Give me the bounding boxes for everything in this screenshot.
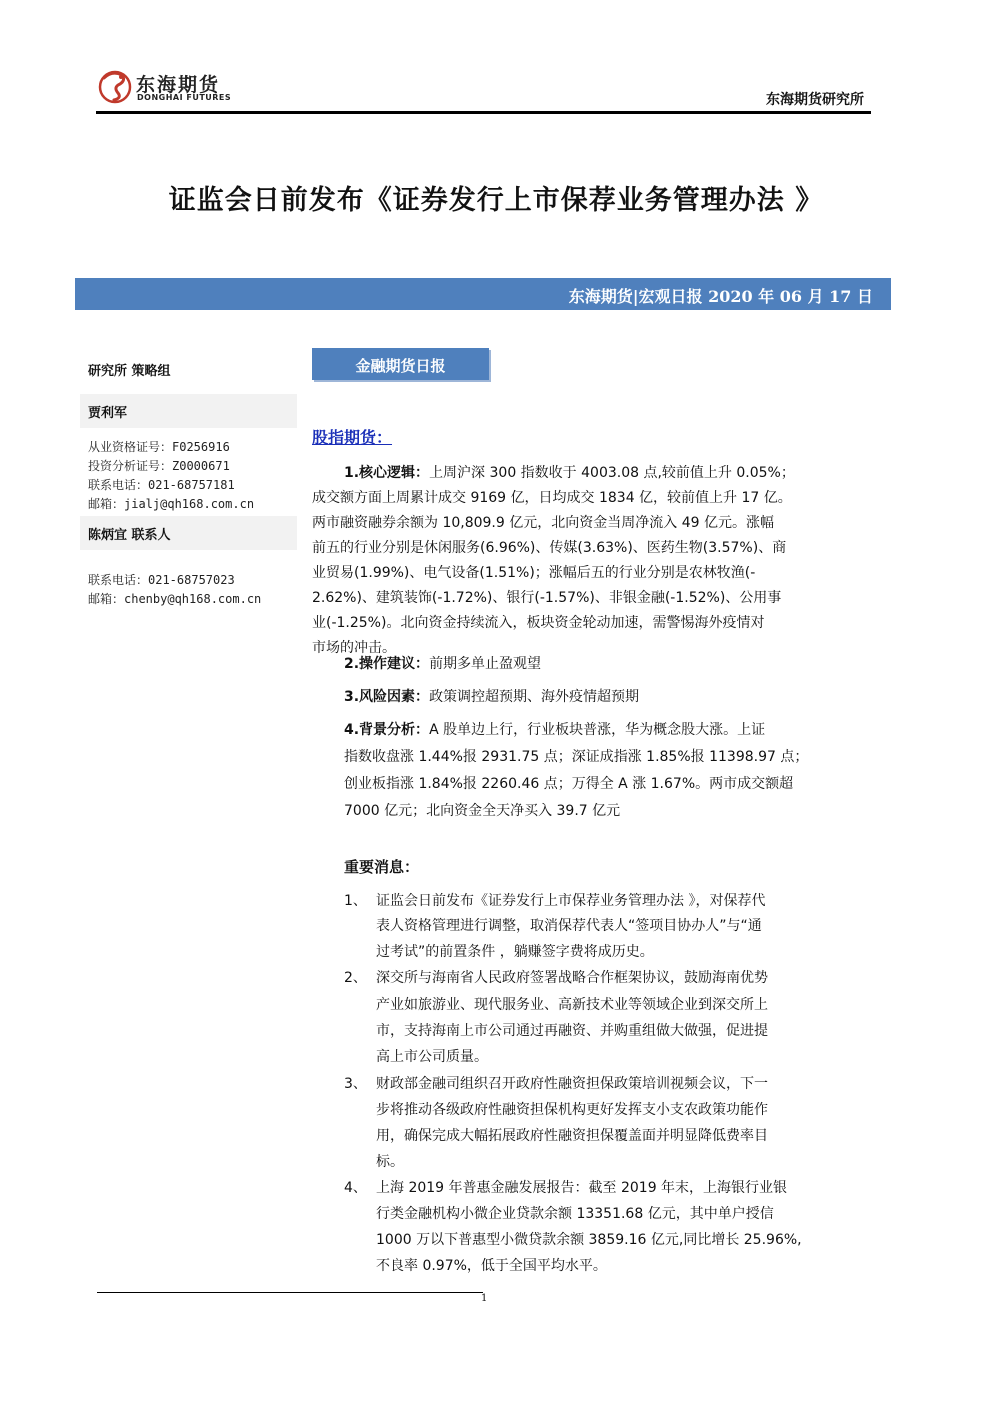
- contact-name-box: [80, 516, 297, 550]
- news-item-line: 上海 2019 年普惠金融发展报告：截至 2019 年末，上海银行业银: [376, 1180, 788, 1196]
- team-label: 研究所 策略组: [88, 364, 171, 379]
- contact-email-link[interactable]: 邮箱：jialj@qh168.com.cn: [88, 497, 255, 511]
- footer-divider: [97, 1292, 483, 1293]
- core-logic-line: 2.62%)、建筑装饰(-1.72%)、银行(-1.57%)、非银金融(-1.52%)、公用事: [312, 590, 782, 606]
- operation-text: 前期多单止盈观望: [429, 656, 542, 672]
- banner-text: 东海期货|宏观日报 2020 年 06 月 17 日: [568, 287, 873, 306]
- news-item-line: 证监会日前发布《证券发行上市保荐业务管理办法 》，对保荐代: [376, 893, 766, 909]
- risk-factors: [344, 686, 639, 706]
- logo-english-text: DONGHAI FUTURES: [137, 93, 232, 102]
- background-analysis-line: 创业板指涨 1.84%报 2260.46 点；万得全 A 涨 1.67%。两市成交额超: [344, 776, 794, 792]
- company-logo: [96, 66, 236, 108]
- core-logic-label: 1.核心逻辑：: [344, 465, 430, 481]
- core-logic-line: 市场的冲击。: [312, 640, 396, 656]
- header-divider: [96, 111, 871, 114]
- background-label: 4.背景分析：: [344, 722, 430, 738]
- core-logic-line: 成交额方面上周累计成交 9169 亿，日均成交 1834 亿，较前值上升 17 亿。: [312, 490, 792, 506]
- news-item-line: 深交所与海南省人民政府签署战略合作框架协议，鼓励海南优势: [376, 970, 768, 986]
- investment-certificate: 投资分析证号：Z0000671: [88, 459, 230, 473]
- news-item-line: 行类金融机构小微企业贷款余额 13351.68 亿元，其中单户授信: [376, 1206, 774, 1222]
- contact-name: 陈炳宜 联系人: [88, 528, 171, 543]
- risk-label: 3.风险因素：: [344, 689, 430, 705]
- operation-label: 2.操作建议：: [344, 656, 430, 672]
- background-text: A 股单边上行，行业板块普涨，华为概念股大涨。上证: [429, 722, 766, 738]
- news-item-line: 不良率 0.97%，低于全国平均水平。: [376, 1258, 607, 1274]
- news-item-line: 1000 万以下普惠型小微贷款余额 3859.16 亿元,同比增长 25.96%,: [376, 1232, 802, 1248]
- news-item-line: 表人资格管理进行调整，取消保荐代表人“签项目协办人”与“通: [376, 918, 762, 934]
- contact-phone: 联系电话：021-68757023: [88, 573, 235, 587]
- dragon-logo-icon: [96, 66, 134, 106]
- analyst-name-box: [80, 394, 297, 428]
- core-logic-line: 业(-1.25%)。北向资金持续流入，板块资金轮动加速，需警惕海外疫情对: [312, 615, 765, 631]
- report-type-tag: [312, 348, 489, 380]
- background-analysis-line: [344, 719, 765, 739]
- core-logic-line: [344, 462, 795, 482]
- section-title-link[interactable]: 股指期货：: [312, 428, 393, 447]
- report-banner: [75, 278, 891, 310]
- operation-advice: [344, 653, 541, 673]
- news-item-number: 1、: [344, 893, 367, 909]
- contact-email-link[interactable]: 邮箱：chenby@qh168.com.cn: [88, 592, 262, 606]
- news-item-line: 用，确保完成大幅拓展政府性融资担保覆盖面并明显降低费率目: [376, 1128, 768, 1144]
- core-logic-line: 前五的行业分别是休闲服务(6.96%)、传媒(3.63%)、医药生物(3.57%)、商: [312, 540, 787, 556]
- news-item-line: 产业如旅游业、现代服务业、高新技术业等领域企业到深交所上: [376, 997, 768, 1013]
- background-analysis-line: 指数收盘涨 1.44%报 2931.75 点；深证成指涨 1.85%报 11398.97 点；: [344, 749, 809, 765]
- core-logic-text: 上周沪深 300 指数收于 4003.08 点,较前值上升 0.05%；: [429, 465, 795, 481]
- news-item-line: 市，支持海南上市公司通过再融资、并购重组做大做强，促进提: [376, 1023, 768, 1039]
- contact-phone: 联系电话：021-68757181: [88, 478, 235, 492]
- news-item-line: 标。: [376, 1154, 404, 1170]
- news-item-line: 过考试”的前置条件 ，躺赚签字费将成历史。: [376, 944, 654, 960]
- core-logic-line: 业贸易(1.99%)、电气设备(1.51%)；涨幅后五的行业分别是农林牧渔(-: [312, 565, 756, 581]
- document-title: 证监会日前发布《证券发行上市保荐业务管理办法 》: [168, 185, 824, 216]
- news-item-line: 高上市公司质量。: [376, 1049, 488, 1065]
- news-heading: 重要消息：: [344, 858, 420, 876]
- risk-text: 政策调控超预期、海外疫情超预期: [429, 689, 640, 705]
- background-analysis-line: 7000 亿元；北向资金全天净买入 39.7 亿元: [344, 803, 621, 819]
- report-type-label: 金融期货日报: [355, 357, 446, 375]
- page-number: 1: [481, 1293, 488, 1304]
- news-item-number: 4、: [344, 1180, 367, 1196]
- logo-chinese-text: 东海期货: [136, 74, 221, 96]
- analyst-name: 贾利军: [88, 406, 128, 421]
- institute-name: 东海期货研究所: [766, 92, 864, 108]
- news-item-line: 步将推动各级政府性融资担保机构更好发挥支小支农政策功能作: [376, 1102, 768, 1118]
- core-logic-line: 两市融资融券余额为 10,809.9 亿元，北向资金当周净流入 49 亿元。涨幅: [312, 515, 774, 531]
- qualification-number: 从业资格证号：F0256916: [88, 440, 230, 454]
- news-item-line: 财政部金融司组织召开政府性融资担保政策培训视频会议，下一: [376, 1076, 768, 1092]
- news-item-number: 3、: [344, 1076, 367, 1092]
- news-item-number: 2、: [344, 970, 367, 986]
